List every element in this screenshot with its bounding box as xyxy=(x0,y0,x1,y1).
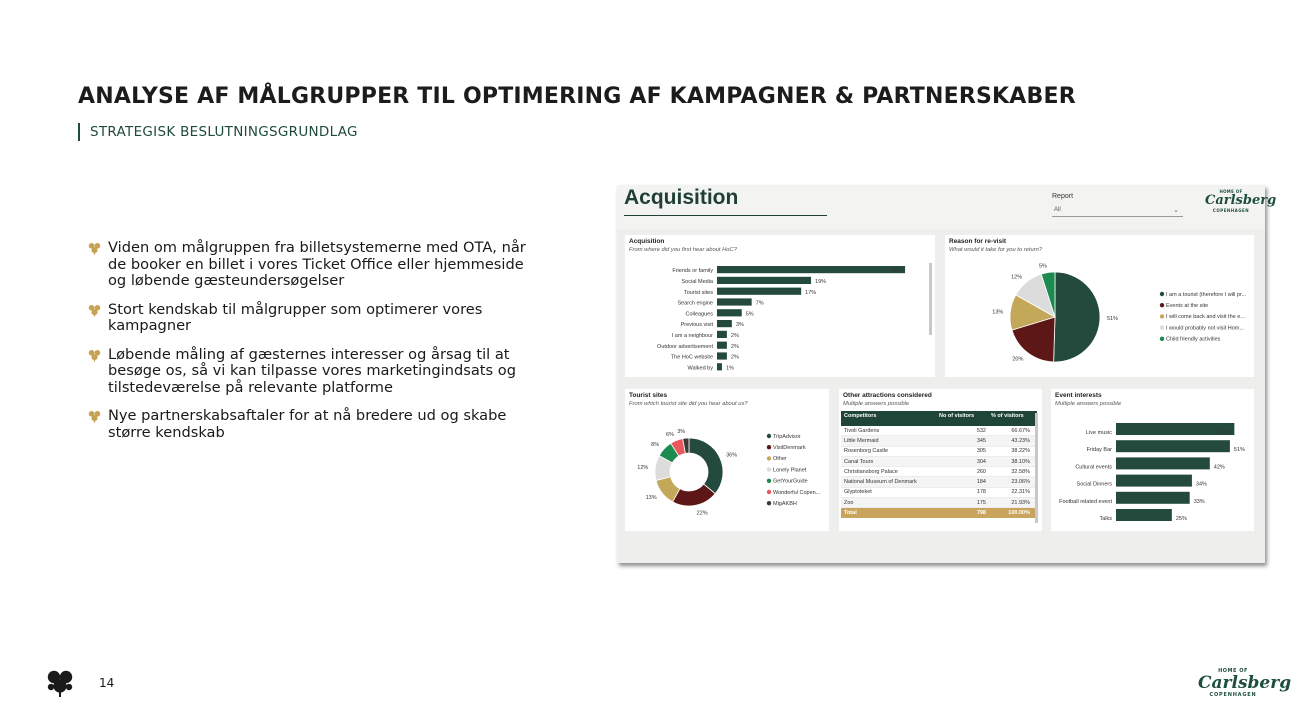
category-label: Walked by xyxy=(687,365,713,372)
tourist-title: Tourist sites xyxy=(629,392,668,399)
legend-label: Events at the site xyxy=(1166,303,1209,309)
bar xyxy=(717,342,727,349)
slice-label: 6% xyxy=(665,431,674,438)
acquisition-scrollbar[interactable] xyxy=(929,263,932,335)
carlsberg-footer-logo xyxy=(1198,668,1291,712)
legend-label: I am a tourist (therefore I will pr... xyxy=(1166,291,1247,298)
bullet-text: Nye partnerskabsaftaler for at nå bredere ud og skabe større kendskab xyxy=(108,407,507,441)
table-header xyxy=(841,411,1037,426)
tourist-donut-chart xyxy=(625,389,829,531)
legend-label: Other xyxy=(773,456,787,463)
category-label: Football related event xyxy=(1059,498,1112,505)
slice-label: 22% xyxy=(696,510,708,517)
slice xyxy=(689,438,723,494)
legend-label: GetYourGuide xyxy=(773,478,808,485)
value-label: 19% xyxy=(815,279,827,285)
value-label: 53% xyxy=(1220,430,1232,436)
cell-name: Glyptoteket xyxy=(844,489,872,496)
value-label: 38% xyxy=(891,268,903,275)
events-subtitle: Multiple answers possible xyxy=(1055,401,1122,407)
bar xyxy=(1116,475,1192,487)
logo-name: Carlsberg xyxy=(1198,673,1291,693)
cell-name: Little Mermaid xyxy=(844,437,879,444)
acquisition-bar-chart xyxy=(625,235,935,377)
slice-label: 12% xyxy=(1011,274,1023,281)
legend-label: TripAdvisor xyxy=(773,433,801,440)
slide-subtitle: STRATEGISK BESLUTNINGSGRUNDLAG xyxy=(78,123,358,141)
cell-name: Tivoli Gardens xyxy=(844,427,880,434)
bar xyxy=(717,363,722,370)
legend-label: VisitDenmark xyxy=(773,445,806,451)
table-row xyxy=(841,436,1037,446)
table-row xyxy=(841,426,1037,436)
cell-name: Christiansborg Palace xyxy=(844,468,898,475)
bar xyxy=(1116,423,1234,435)
bullet-item xyxy=(88,347,538,397)
cell-visitors: 532 xyxy=(976,427,986,434)
slide-title: ANALYSE AF MÅLGRUPPER TIL OPTIMERING AF KAMPAGNER & PARTNERSKABER xyxy=(78,84,1076,109)
table-total-row xyxy=(841,508,1037,518)
attractions-subtitle: Multiple answers possible xyxy=(843,401,910,407)
category-label: Cultural events xyxy=(1075,464,1112,471)
revisit-pie-chart xyxy=(945,235,1254,377)
category-label: Social Dinners xyxy=(1076,481,1112,488)
legend-marker xyxy=(1160,292,1164,296)
slice-label: 36% xyxy=(726,452,738,459)
cell-visitors: 305 xyxy=(976,448,986,455)
legend-label: Lonely Planet xyxy=(773,467,807,474)
acquisition-panel xyxy=(625,235,935,377)
cell-visitors: 175 xyxy=(976,499,986,506)
value-label: 2% xyxy=(730,343,739,350)
bar xyxy=(717,288,801,295)
legend-marker xyxy=(767,479,771,483)
slice-label: 51% xyxy=(1106,315,1119,322)
value-label: 2% xyxy=(730,354,739,361)
value-label: 25% xyxy=(1175,516,1187,522)
revisit-title: Reason for re-visit xyxy=(949,238,1007,245)
acquisition-title: Acquisition xyxy=(629,238,665,245)
legend-marker xyxy=(767,434,771,438)
category-label: Colleagues xyxy=(685,311,713,318)
logo-home-of: HOME OF xyxy=(1218,668,1248,674)
category-label: Social Media xyxy=(681,279,713,285)
attractions-table xyxy=(841,411,1037,518)
value-label: 51% xyxy=(1233,447,1245,454)
events-panel xyxy=(1051,389,1254,531)
legend-marker xyxy=(1160,325,1164,329)
value-label: 34% xyxy=(1195,481,1207,488)
value-label: 17% xyxy=(805,289,817,296)
chevron-down-icon: ⌄ xyxy=(1173,207,1179,214)
bar xyxy=(1116,509,1172,521)
table-row xyxy=(841,457,1037,467)
cell-percent: 32.58% xyxy=(1011,468,1030,475)
page-number: 14 xyxy=(99,676,115,690)
attractions-panel xyxy=(839,389,1042,531)
table-row xyxy=(841,447,1037,457)
events-title: Event interests xyxy=(1055,392,1102,399)
report-dropdown[interactable] xyxy=(1052,205,1183,217)
bar xyxy=(717,320,732,327)
header-visitors[interactable]: No of visitors xyxy=(939,413,975,419)
report-value: All xyxy=(1054,207,1061,213)
cell-visitors: 304 xyxy=(976,458,986,465)
attractions-title: Other attractions considered xyxy=(843,392,932,399)
legend-marker xyxy=(1160,314,1164,318)
cell-visitors: 184 xyxy=(976,479,986,486)
hop-leaf-icon xyxy=(88,349,101,362)
hop-logo-icon xyxy=(46,669,74,697)
bar xyxy=(717,331,727,338)
value-label: 1% xyxy=(725,365,734,372)
slice-label: 12% xyxy=(637,464,649,471)
category-label: Outdoor advertisement xyxy=(657,343,713,350)
category-label: Friends or family xyxy=(672,268,713,275)
cell-name: Canal Tours xyxy=(844,458,874,465)
events-bar-chart xyxy=(1051,389,1254,531)
category-label: The HoC website xyxy=(670,354,713,361)
revisit-subtitle: What would it take for you to return? xyxy=(949,247,1043,253)
bar xyxy=(1116,440,1230,452)
bullet-text: Løbende måling af gæsternes interesser og årsag til at besøge os, så vi kan tilpasse vores marketingindsats og tilstedeværelse på relevante platforme xyxy=(108,345,516,396)
bullet-item xyxy=(88,408,538,441)
acquisition-subtitle: From where did you first hear about HoC? xyxy=(629,247,737,253)
hop-leaf-icon xyxy=(88,410,101,423)
category-label: Talks xyxy=(1099,516,1112,522)
legend-label: I would probably not visit Hom... xyxy=(1166,325,1244,332)
bullet-item xyxy=(88,240,538,290)
hop-leaf-icon xyxy=(88,304,101,317)
slice-label: 8% xyxy=(651,441,660,448)
cell-total-visitors: 798 xyxy=(976,510,986,517)
dashboard-title: Acquisition xyxy=(624,186,739,209)
table-row xyxy=(841,498,1037,508)
slice-label: 3% xyxy=(677,429,686,436)
value-label: 33% xyxy=(1193,498,1205,505)
category-label: Tourist sites xyxy=(683,289,713,296)
header-percent[interactable]: % of visitors xyxy=(991,413,1024,419)
cell-percent: 23.06% xyxy=(1011,479,1030,486)
bar xyxy=(717,266,905,273)
bar xyxy=(717,309,742,316)
legend-marker xyxy=(767,445,771,449)
cell-percent: 22.31% xyxy=(1011,489,1030,496)
tourist-panel xyxy=(625,389,829,531)
legend-label: Wonderful Copen... xyxy=(773,489,821,496)
category-label: Live music xyxy=(1086,430,1112,436)
value-label: 7% xyxy=(755,300,764,307)
bar xyxy=(717,352,727,359)
cell-percent: 21.93% xyxy=(1011,499,1030,506)
category-label: Search engine xyxy=(677,300,713,307)
table-scrollbar[interactable] xyxy=(1035,413,1038,523)
legend-marker xyxy=(1160,337,1164,341)
logo-name: Carlsberg xyxy=(1205,193,1277,208)
cell-percent: 38.10% xyxy=(1011,458,1030,465)
cell-name: Zoo xyxy=(844,499,854,506)
dashboard-header xyxy=(617,185,1277,229)
header-competitors[interactable]: Competitors xyxy=(844,413,877,419)
dashboard-screenshot xyxy=(617,185,1277,563)
bullet-text: Stort kendskab til målgrupper som optimerer vores kampagner xyxy=(108,300,483,334)
category-label: Previous visit xyxy=(680,322,713,329)
logo-city: COPENHAGEN xyxy=(1209,692,1257,698)
slice-label: 5% xyxy=(1038,263,1047,270)
legend-label: I will come back and visit the e... xyxy=(1166,314,1245,321)
value-label: 5% xyxy=(745,311,754,318)
value-label: 42% xyxy=(1213,464,1225,471)
category-label: I am a neighbour xyxy=(671,333,713,339)
carlsberg-logo xyxy=(1205,189,1277,223)
cell-visitors: 260 xyxy=(976,468,986,475)
slice-label: 20% xyxy=(1012,356,1024,363)
legend-marker xyxy=(767,467,771,471)
revisit-panel xyxy=(945,235,1254,377)
logo-home-of: HOME OF xyxy=(1219,189,1243,194)
cell-total-label: Total xyxy=(844,510,857,517)
legend-marker xyxy=(767,501,771,505)
cell-visitors: 345 xyxy=(976,437,986,444)
cell-visitors: 178 xyxy=(976,489,986,496)
bar xyxy=(1116,457,1210,469)
legend-label: MigAKBH xyxy=(773,501,797,507)
report-label: Report xyxy=(1052,193,1074,200)
cell-name: Rosenborg Castle xyxy=(844,448,889,455)
title-underline xyxy=(624,215,827,216)
hop-leaf-icon xyxy=(88,242,101,255)
table-row xyxy=(841,488,1037,498)
logo-city: COPENHAGEN xyxy=(1212,208,1250,213)
bar xyxy=(1116,492,1190,504)
cell-percent: 43.23% xyxy=(1011,437,1030,444)
slice xyxy=(1054,272,1100,362)
value-label: 3% xyxy=(735,322,744,329)
legend-marker xyxy=(1160,303,1164,307)
tourist-subtitle: From which tourist site did you hear about us? xyxy=(629,401,748,407)
category-label: Friday Bar xyxy=(1086,447,1112,454)
bullet-item xyxy=(88,302,538,335)
table-row xyxy=(841,477,1037,487)
bullet-text: Viden om målgruppen fra billetsystemerne med OTA, når de booker en billet i vores Ticket Office eller hjemmeside og løbende gæsteundersøgelser xyxy=(108,239,526,289)
cell-name: National Museum of Denmark xyxy=(844,479,917,486)
cell-total-percent: 100.00% xyxy=(1008,510,1030,517)
bar xyxy=(717,277,811,284)
legend-label: Child friendly activities xyxy=(1166,336,1221,343)
legend-marker xyxy=(767,456,771,460)
bullet-list xyxy=(88,240,538,453)
value-label: 2% xyxy=(730,333,739,339)
table-row xyxy=(841,467,1037,477)
legend-marker xyxy=(767,490,771,494)
cell-percent: 38.22% xyxy=(1011,448,1030,455)
cell-percent: 66.67% xyxy=(1011,427,1030,434)
slice-label: 13% xyxy=(645,495,657,502)
slice-label: 13% xyxy=(992,309,1004,316)
bar xyxy=(717,298,752,305)
